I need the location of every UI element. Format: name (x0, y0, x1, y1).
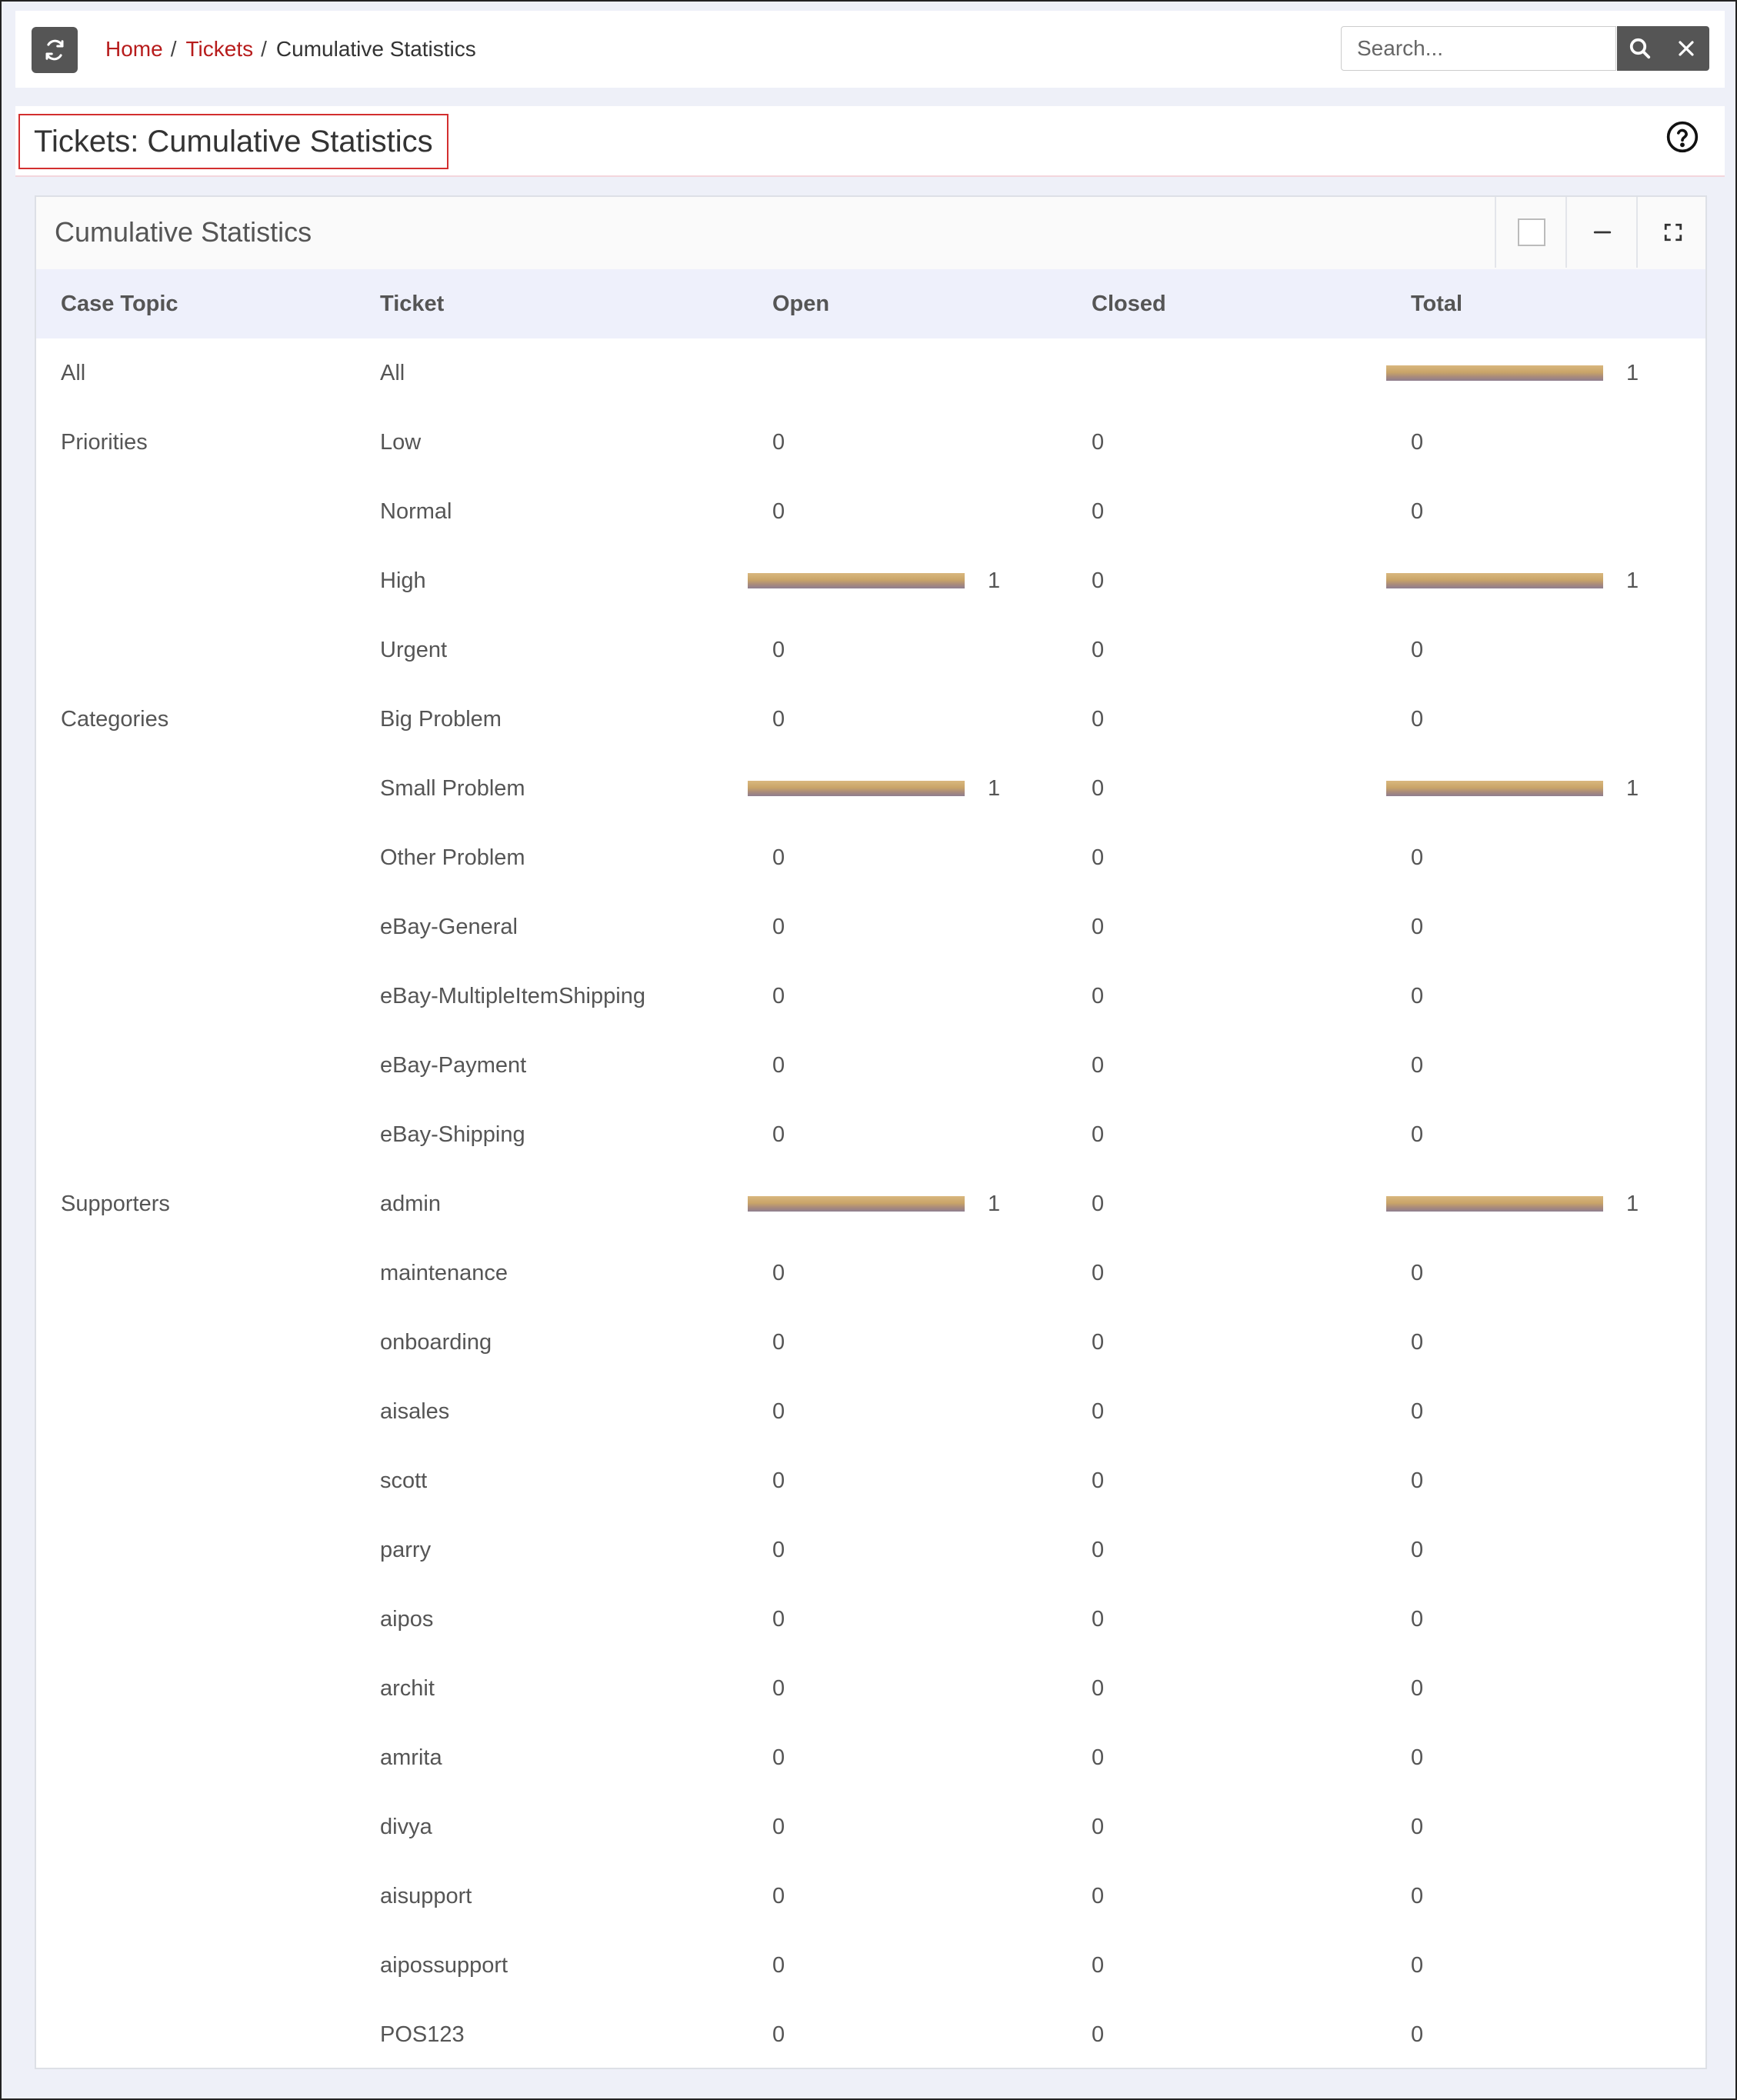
ticket-cell: eBay-General (380, 914, 518, 939)
ticket-cell: maintenance (380, 1260, 508, 1285)
total-cell (1386, 1169, 1705, 1238)
count-value: 0 (1411, 1952, 1424, 1978)
open-cell (748, 1862, 1067, 1931)
total-cell (1386, 823, 1705, 892)
table-row (36, 1308, 1705, 1377)
breadcrumb-separator: / (170, 37, 177, 61)
table-row (36, 1100, 1705, 1169)
count-value: 0 (772, 1468, 785, 1493)
count-bar (748, 1196, 965, 1212)
count-value: 0 (772, 706, 785, 732)
ticket-cell: High (380, 568, 426, 593)
count-value: 0 (772, 429, 785, 455)
table-row (36, 1515, 1705, 1585)
open-cell (748, 892, 1067, 962)
top-bar (15, 11, 1725, 88)
total-cell (1386, 1031, 1705, 1100)
table-row (36, 546, 1705, 615)
table-row (36, 1031, 1705, 1100)
count-value: 0 (1092, 1745, 1105, 1770)
ticket-cell: Urgent (380, 637, 448, 662)
total-cell (1386, 1862, 1705, 1931)
ticket-cell: Normal (380, 498, 452, 524)
ticket-cell: eBay-MultipleItemShipping (380, 983, 645, 1008)
count-value: 0 (1411, 1883, 1424, 1908)
count-value: 0 (1092, 1952, 1105, 1978)
table-row (36, 962, 1705, 1031)
table-row (36, 1238, 1705, 1308)
count-value: 0 (1411, 1052, 1424, 1078)
ticket-cell: Other Problem (380, 845, 525, 870)
total-cell (1386, 615, 1705, 685)
case-topic-cell: Supporters (61, 1191, 170, 1216)
search-input[interactable] (1341, 26, 1616, 71)
total-cell (1386, 1654, 1705, 1723)
column-header-open: Open (772, 291, 830, 316)
ticket-cell: amrita (380, 1745, 442, 1770)
closed-cell (1067, 892, 1386, 962)
table-row (36, 1377, 1705, 1446)
column-header-closed: Closed (1092, 291, 1166, 316)
ticket-cell: aipossupport (380, 1952, 508, 1978)
table-row (36, 754, 1705, 823)
ticket-cell: admin (380, 1191, 441, 1216)
count-value: 1 (1626, 1191, 1639, 1216)
table-row (36, 823, 1705, 892)
table-row (36, 1169, 1705, 1238)
case-topic-cell (36, 1238, 355, 1308)
count-value: 0 (1092, 775, 1105, 801)
closed-cell (1067, 823, 1386, 892)
total-cell (1386, 892, 1705, 962)
count-value: 0 (772, 637, 785, 662)
count-value: 0 (772, 1952, 785, 1978)
count-value: 0 (772, 1606, 785, 1632)
closed-cell (1067, 1723, 1386, 1792)
open-cell (748, 1792, 1067, 1862)
count-value: 0 (1411, 498, 1424, 524)
count-value: 0 (1411, 1745, 1424, 1770)
open-cell (748, 754, 1067, 823)
total-cell (1386, 1100, 1705, 1169)
open-cell (748, 1031, 1067, 1100)
ticket-cell: Small Problem (380, 775, 525, 801)
expand-icon (1663, 222, 1683, 242)
breadcrumb-current: Cumulative Statistics (275, 37, 476, 61)
count-value: 1 (1626, 360, 1639, 385)
count-value: 0 (1092, 1398, 1105, 1424)
open-cell (748, 1654, 1067, 1723)
card-title: Cumulative Statistics (55, 216, 312, 248)
count-value: 0 (772, 1745, 785, 1770)
count-value: 0 (1092, 1191, 1105, 1216)
closed-cell (1067, 1308, 1386, 1377)
table-row (36, 685, 1705, 754)
card-header (36, 197, 1705, 271)
count-value: 0 (1411, 1398, 1424, 1424)
total-cell (1386, 1238, 1705, 1308)
count-bar (748, 573, 965, 588)
ticket-cell: aisupport (380, 1883, 472, 1908)
breadcrumb (105, 34, 476, 65)
breadcrumb-separator: / (261, 37, 267, 61)
count-value: 0 (1092, 1883, 1105, 1908)
closed-cell (1067, 1238, 1386, 1308)
open-cell (748, 546, 1067, 615)
count-value: 0 (1411, 1260, 1424, 1285)
page-title: Tickets: Cumulative Statistics (18, 114, 448, 169)
count-value: 0 (772, 914, 785, 939)
case-topic-cell (36, 962, 355, 1031)
count-value: 0 (1092, 2022, 1105, 2047)
open-cell (748, 823, 1067, 892)
count-value: 1 (988, 568, 1001, 593)
count-value: 0 (1092, 845, 1105, 870)
closed-cell (1067, 1377, 1386, 1446)
case-topic-cell (36, 1308, 355, 1377)
case-topic-cell (36, 1862, 355, 1931)
count-value: 0 (772, 1675, 785, 1701)
closed-cell (1067, 754, 1386, 823)
count-value: 0 (1092, 1122, 1105, 1147)
minus-icon (1592, 222, 1612, 242)
closed-cell (1067, 2000, 1386, 2069)
case-topic-cell (36, 477, 355, 546)
closed-cell (1067, 962, 1386, 1031)
open-cell (748, 685, 1067, 754)
closed-cell (1067, 1446, 1386, 1515)
count-value: 0 (1092, 1814, 1105, 1839)
closed-cell (1067, 408, 1386, 477)
table-row (36, 2000, 1705, 2069)
count-value: 0 (1411, 1537, 1424, 1562)
table-row (36, 1931, 1705, 2000)
count-value: 0 (772, 1537, 785, 1562)
open-cell (748, 962, 1067, 1031)
table-row (36, 1654, 1705, 1723)
closed-cell (1067, 1931, 1386, 2000)
count-value: 0 (772, 1122, 785, 1147)
count-value: 1 (988, 775, 1001, 801)
refresh-icon (43, 38, 66, 62)
open-cell (748, 1377, 1067, 1446)
count-value: 0 (1092, 1468, 1105, 1493)
ticket-cell: eBay-Payment (380, 1052, 527, 1078)
count-value: 0 (1092, 1606, 1105, 1632)
case-topic-cell (36, 1377, 355, 1446)
closed-cell (1067, 1862, 1386, 1931)
help-icon[interactable] (1665, 120, 1699, 154)
total-cell (1386, 546, 1705, 615)
case-topic-cell (36, 1931, 355, 2000)
open-cell (748, 1169, 1067, 1238)
closed-cell (1067, 1654, 1386, 1723)
count-value: 0 (1411, 1814, 1424, 1839)
close-icon (1677, 39, 1695, 58)
open-cell (748, 1100, 1067, 1169)
total-cell (1386, 2000, 1705, 2069)
closed-cell (1067, 1169, 1386, 1238)
open-cell (748, 615, 1067, 685)
case-topic-cell (36, 1585, 355, 1654)
table-row (36, 408, 1705, 477)
table-header-row (36, 269, 1705, 338)
count-value: 0 (1411, 1122, 1424, 1147)
case-topic-cell (36, 1515, 355, 1585)
count-value: 0 (1411, 637, 1424, 662)
ticket-cell: eBay-Shipping (380, 1122, 525, 1147)
count-value: 0 (1411, 2022, 1424, 2047)
closed-cell (1067, 1515, 1386, 1585)
column-header-case-topic: Case Topic (61, 291, 178, 316)
ticket-cell: Big Problem (380, 706, 502, 732)
ticket-cell: scott (380, 1468, 428, 1493)
table-row (36, 892, 1705, 962)
case-topic-cell: Priorities (61, 429, 148, 455)
count-value: 0 (1092, 914, 1105, 939)
page-title-bar (15, 106, 1725, 177)
statistics-table (36, 269, 1705, 2069)
case-topic-cell (36, 1723, 355, 1792)
search-icon (1629, 37, 1652, 60)
case-topic-cell (36, 1654, 355, 1723)
closed-cell (1067, 1585, 1386, 1654)
count-value: 0 (1092, 568, 1105, 593)
count-value: 0 (1092, 637, 1105, 662)
open-cell (748, 1308, 1067, 1377)
case-topic-cell (36, 615, 355, 685)
count-value: 0 (772, 1329, 785, 1355)
count-value: 0 (772, 498, 785, 524)
count-value: 0 (1092, 1329, 1105, 1355)
count-value: 0 (1092, 706, 1105, 732)
ticket-cell: aisales (380, 1398, 450, 1424)
table-row (36, 477, 1705, 546)
open-cell (748, 408, 1067, 477)
ticket-cell: POS123 (380, 2022, 465, 2047)
count-value: 0 (1092, 983, 1105, 1008)
open-cell (748, 1585, 1067, 1654)
count-value: 0 (1411, 1606, 1424, 1632)
count-value: 0 (1411, 429, 1424, 455)
count-bar (748, 781, 965, 796)
count-value: 0 (772, 1398, 785, 1424)
column-header-ticket: Ticket (380, 291, 445, 316)
count-value: 0 (772, 1052, 785, 1078)
ticket-cell: aipos (380, 1606, 434, 1632)
count-value: 1 (1626, 775, 1639, 801)
count-value: 0 (1411, 1675, 1424, 1701)
open-cell (748, 477, 1067, 546)
total-cell (1386, 408, 1705, 477)
select-checkbox[interactable] (1518, 218, 1545, 246)
count-value: 0 (1092, 1675, 1105, 1701)
case-topic-cell (36, 2000, 355, 2069)
open-cell (748, 1931, 1067, 2000)
count-value: 0 (772, 1883, 785, 1908)
table-row (36, 338, 1705, 408)
total-cell (1386, 754, 1705, 823)
count-bar (1386, 781, 1603, 796)
count-value: 0 (1411, 1468, 1424, 1493)
total-cell (1386, 1931, 1705, 2000)
table-row (36, 1446, 1705, 1515)
clear-search-button[interactable] (1663, 26, 1709, 71)
case-topic-cell (36, 892, 355, 962)
open-cell (748, 1446, 1067, 1515)
closed-cell (1067, 1100, 1386, 1169)
total-cell (1386, 1308, 1705, 1377)
column-header-total: Total (1411, 291, 1463, 316)
count-value: 0 (772, 1814, 785, 1839)
total-cell (1386, 962, 1705, 1031)
ticket-cell: divya (380, 1814, 432, 1839)
total-cell (1386, 1446, 1705, 1515)
closed-cell (1067, 477, 1386, 546)
count-value: 0 (1411, 1329, 1424, 1355)
table-row (36, 1792, 1705, 1862)
breadcrumb-tickets-link[interactable]: Tickets (185, 37, 254, 61)
select-checkbox-tool[interactable] (1495, 197, 1567, 268)
cumulative-statistics-card (35, 195, 1707, 2069)
fullscreen-button[interactable] (1636, 197, 1709, 268)
closed-cell (1067, 615, 1386, 685)
ticket-cell: archit (380, 1675, 435, 1701)
closed-cell (1067, 1792, 1386, 1862)
total-cell (1386, 1515, 1705, 1585)
count-value: 0 (1092, 1260, 1105, 1285)
count-value: 0 (772, 2022, 785, 2047)
count-value: 0 (1411, 706, 1424, 732)
closed-cell (1067, 338, 1386, 408)
count-value: 0 (1092, 429, 1105, 455)
count-value: 1 (988, 1191, 1001, 1216)
open-cell (748, 1238, 1067, 1308)
total-cell (1386, 1723, 1705, 1792)
refresh-button[interactable] (32, 27, 78, 73)
table-row (36, 1723, 1705, 1792)
case-topic-cell: Categories (61, 706, 169, 732)
open-cell (748, 338, 1067, 408)
table-row (36, 1862, 1705, 1931)
count-bar (1386, 1196, 1603, 1212)
table-row (36, 615, 1705, 685)
count-bar (1386, 573, 1603, 588)
open-cell (748, 1723, 1067, 1792)
case-topic-cell (36, 1100, 355, 1169)
closed-cell (1067, 685, 1386, 754)
total-cell (1386, 1792, 1705, 1862)
case-topic-cell (36, 754, 355, 823)
count-value: 0 (1411, 914, 1424, 939)
count-value: 1 (1626, 568, 1639, 593)
search-button[interactable] (1617, 26, 1663, 71)
table-body (36, 338, 1705, 2069)
ticket-cell: parry (380, 1537, 432, 1562)
count-value: 0 (1092, 1052, 1105, 1078)
open-cell (748, 2000, 1067, 2069)
count-bar (1386, 365, 1603, 381)
breadcrumb-home-link[interactable]: Home (105, 37, 163, 61)
collapse-button[interactable] (1565, 197, 1638, 268)
total-cell (1386, 1585, 1705, 1654)
case-topic-cell: All (61, 360, 86, 385)
count-value: 0 (1092, 498, 1105, 524)
closed-cell (1067, 546, 1386, 615)
total-cell (1386, 1377, 1705, 1446)
count-value: 0 (1411, 845, 1424, 870)
count-value: 0 (1411, 983, 1424, 1008)
ticket-cell: onboarding (380, 1329, 492, 1355)
closed-cell (1067, 1031, 1386, 1100)
ticket-cell: All (380, 360, 405, 385)
total-cell (1386, 685, 1705, 754)
case-topic-cell (36, 1792, 355, 1862)
table-row (36, 1585, 1705, 1654)
case-topic-cell (36, 1446, 355, 1515)
count-value: 0 (1092, 1537, 1105, 1562)
case-topic-cell (36, 823, 355, 892)
case-topic-cell (36, 1031, 355, 1100)
case-topic-cell (36, 546, 355, 615)
count-value: 0 (772, 983, 785, 1008)
open-cell (748, 1515, 1067, 1585)
ticket-cell: Low (380, 429, 422, 455)
count-value: 0 (772, 845, 785, 870)
total-cell (1386, 477, 1705, 546)
count-value: 0 (772, 1260, 785, 1285)
total-cell (1386, 338, 1705, 408)
